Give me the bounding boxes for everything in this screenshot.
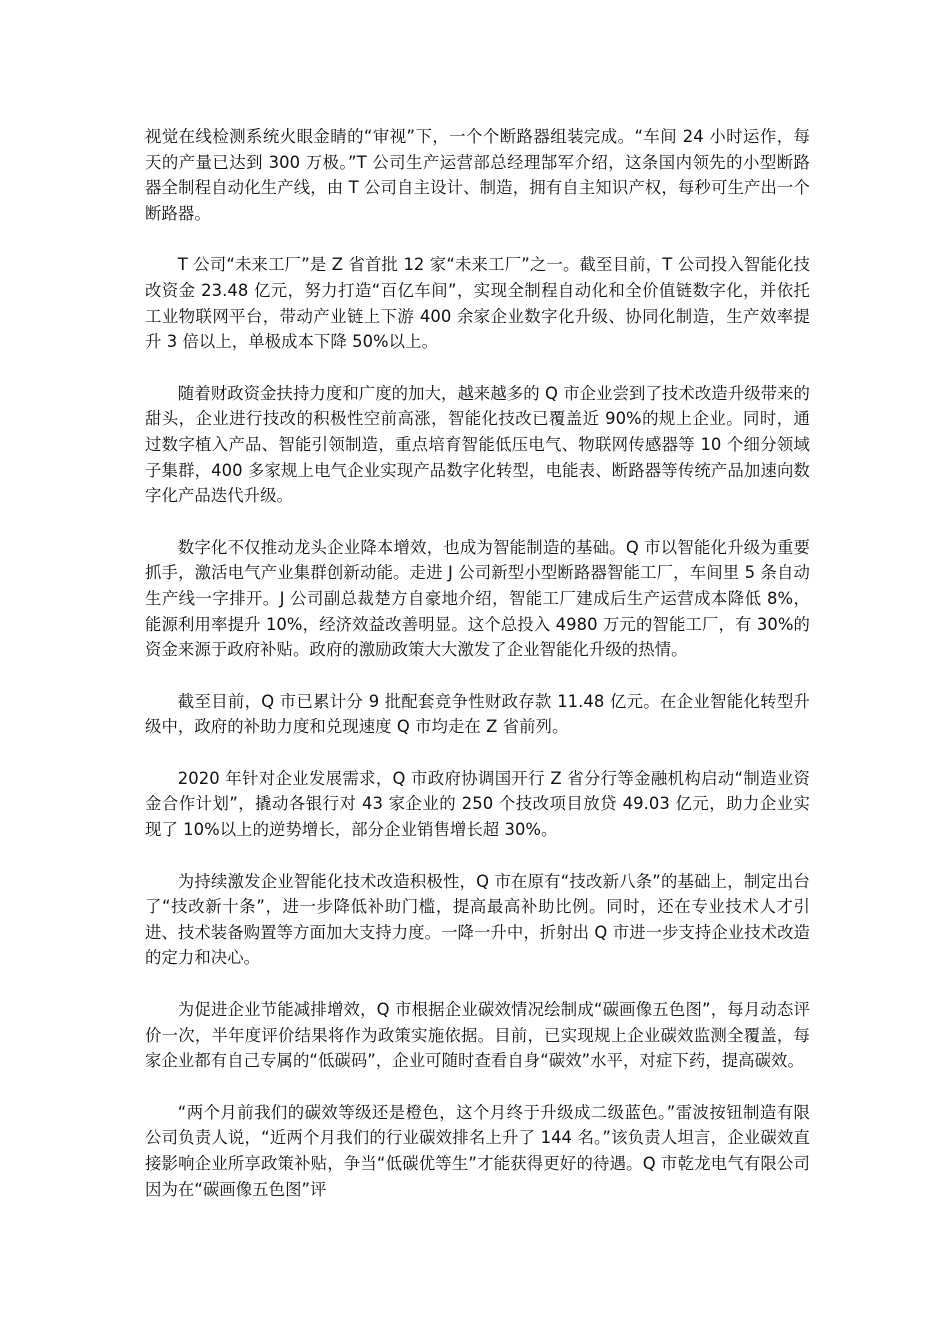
paragraph-7: 为持续激发企业智能化技术改造积极性，Q 市在原有“技改新八条”的基础上，制定出台了“技改新十条”，进一步降低补助门槛，提高最高补助比例。同时，还在专业技术人才引进、技术装备购置等方面加大支持力度。一降一升中，折射出 Q 市进一步支持企业技术改造的定力和决心。 [145, 871, 810, 968]
paragraph-5: 截至目前，Q 市已累计分 9 批配套竞争性财政存款 11.48 亿元。在企业智能化转型升级中，政府的补助力度和兑现速度 Q 市均走在 Z 省前列。 [145, 691, 810, 737]
paragraph-3: 随着财政资金扶持力度和广度的加大，越来越多的 Q 市企业尝到了技术改造升级带来的甜头，企业进行技改的积极性空前高涨，智能化技改已覆盖近 90%的规上企业。同时，通过数字植入产品、智能引领制造，重点培育智能低压电气、物联网传感器等 10 个细分领域子集群，400 多家规上电气企业实现产品数字化转型，电能表、断路器等传统产品加速向数字化产品迭代升级。 [145, 383, 810, 506]
document-page [145, 124, 810, 1228]
paragraph-2: T 公司“未来工厂”是 Z 省首批 12 家“未来工厂”之一。截至目前，T 公司投入智能化技改资金 23.48 亿元，努力打造“百亿车间”，实现全制程自动化和全价值链数字化，并依托工业物联网平台，带动产业链上下游 400 余家企业数字化升级、协同化制造，生产效率提升 3 倍以上，单极成本下降 50%以上。 [145, 255, 810, 352]
paragraph-1: 视觉在线检测系统火眼金睛的“审视”下，一个个断路器组装完成。“车间 24 小时运作，每天的产量已达到 300 万极。”T 公司生产运营部总经理郜军介绍，这条国内领先的小型断路器全制程自动化生产线，由 T 公司自主设计、制造，拥有自主知识产权，每秒可生产出一个断路器。 [145, 127, 810, 223]
paragraph-6: 2020 年针对企业发展需求，Q 市政府协调国开行 Z 省分行等金融机构启动“制造业资金合作计划”，撬动各银行对 43 家企业的 250 个技改项目放贷 49.03 亿元，助力企业实现了 10%以上的逆势增长，部分企业销售增长超 30%。 [145, 768, 810, 840]
paragraph-8: 为促进企业节能减排增效，Q 市根据企业碳效情况绘制成“碳画像五色图”，每月动态评价一次，半年度评价结果将作为政策实施依据。目前，已实现规上企业碳效监测全覆盖，每家企业都有自己专属的“低碳码”，企业可随时查看自身“碳效”水平，对症下药，提高碳效。 [145, 1000, 810, 1071]
paragraph-4: 数字化不仅推动龙头企业降本增效，也成为智能制造的基础。Q 市以智能化升级为重要抓手，激活电气产业集群创新动能。走进 J 公司新型小型断路器智能工厂，车间里 5 条自动生产线一字排开。J 公司副总裁楚方自豪地介绍，智能工厂建成后生产运营成本降低 8%，能源利用率提升 10%，经济效益改善明显。这个总投入 4980 万元的智能工厂，有 30%的资金来源于政府补贴。政府的激励政策大大激发了企业智能化升级的热情。 [145, 537, 810, 660]
paragraph-9: “两个月前我们的碳效等级还是橙色，这个月终于升级成二级蓝色。”雷波按钮制造有限公司负责人说，“近两个月我们的行业碳效排名上升了 144 名。”该负责人坦言，企业碳效直接影响企业所享政策补贴，争当“低碳优等生”才能获得更好的待遇。Q 市乾龙电气有限公司因为在“碳画像五色图”评 [145, 1102, 810, 1199]
